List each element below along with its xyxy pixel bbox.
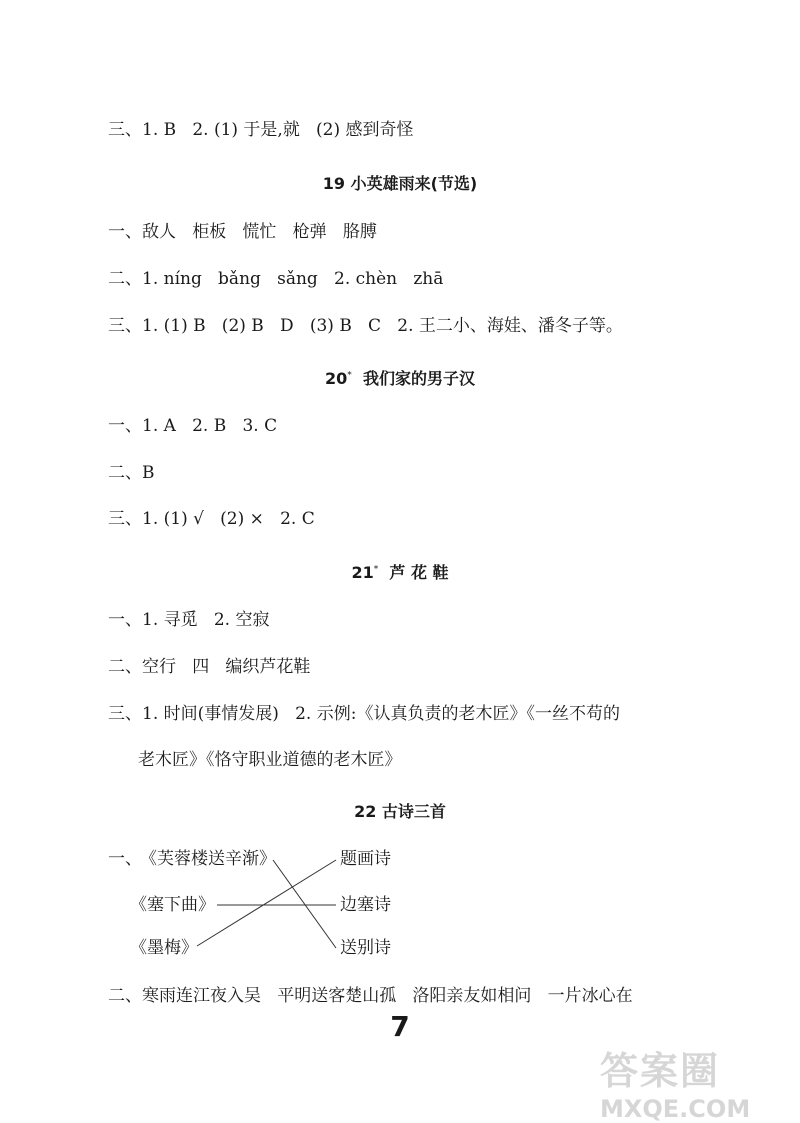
answer-line: 三、1. B 2. (1) 于是,就 (2) 感到奇怪 xyxy=(108,120,414,140)
answer-line: 一、1. A 2. B 3. C xyxy=(108,416,278,436)
answer-line: 二、寒雨连江夜入吴 平明送客楚山孤 洛阳亲友如相问 一片冰心在 xyxy=(108,986,633,1006)
matching-right-item: 题画诗 xyxy=(340,849,391,869)
section-name: 我们家的男子汉 xyxy=(362,369,475,388)
page-number: 7 xyxy=(390,1010,410,1043)
answer-line: 三、1. 时间(事情发展) 2. 示例:《认真负责的老木匠》《一丝不苟的 xyxy=(108,704,620,724)
answer-line: 二、空行 四 编织芦花鞋 xyxy=(108,657,311,677)
section-number: 20 xyxy=(325,369,348,388)
section-name: 芦 花 鞋 xyxy=(389,563,449,582)
match-line xyxy=(197,860,336,946)
section-title: 22 古诗三首 xyxy=(354,802,446,821)
answer-line: 一、1. 寻觅 2. 空寂 xyxy=(108,610,270,630)
section-number: 21 xyxy=(351,563,374,582)
watermark-url: MXQE.COM xyxy=(600,1095,751,1123)
matching-left-item: 《墨梅》 xyxy=(130,938,198,958)
matching-left-item: 《芙蓉楼送辛渐》 xyxy=(140,849,276,869)
watermark-logo: 答案圈 xyxy=(600,1049,721,1093)
watermark xyxy=(600,1040,780,1123)
optional-mark: * xyxy=(373,564,379,575)
matching-prefix: 一、 xyxy=(108,849,142,869)
matching-left-item: 《塞下曲》 xyxy=(130,895,215,915)
answer-line: 二、B xyxy=(108,463,155,483)
optional-mark: * xyxy=(347,370,352,381)
answer-line: 三、1. (1) B (2) B D (3) B C 2. 王二小、海娃、潘冬子等。 xyxy=(108,316,623,336)
answer-line: 老木匠》《恪守职业道德的老木匠》 xyxy=(138,750,402,770)
match-line xyxy=(273,860,336,948)
section-title: 19 小英雄雨来(节选) xyxy=(322,174,478,193)
answer-line: 一、敌人 柜板 慌忙 枪弹 胳膊 xyxy=(108,222,377,242)
matching-right-item: 边塞诗 xyxy=(340,895,391,915)
answer-line: 二、1. níng bǎng sǎng 2. chèn zhā xyxy=(108,269,444,289)
answer-line: 三、1. (1) √ (2) × 2. C xyxy=(108,509,315,529)
matching-right-item: 送别诗 xyxy=(340,938,391,958)
